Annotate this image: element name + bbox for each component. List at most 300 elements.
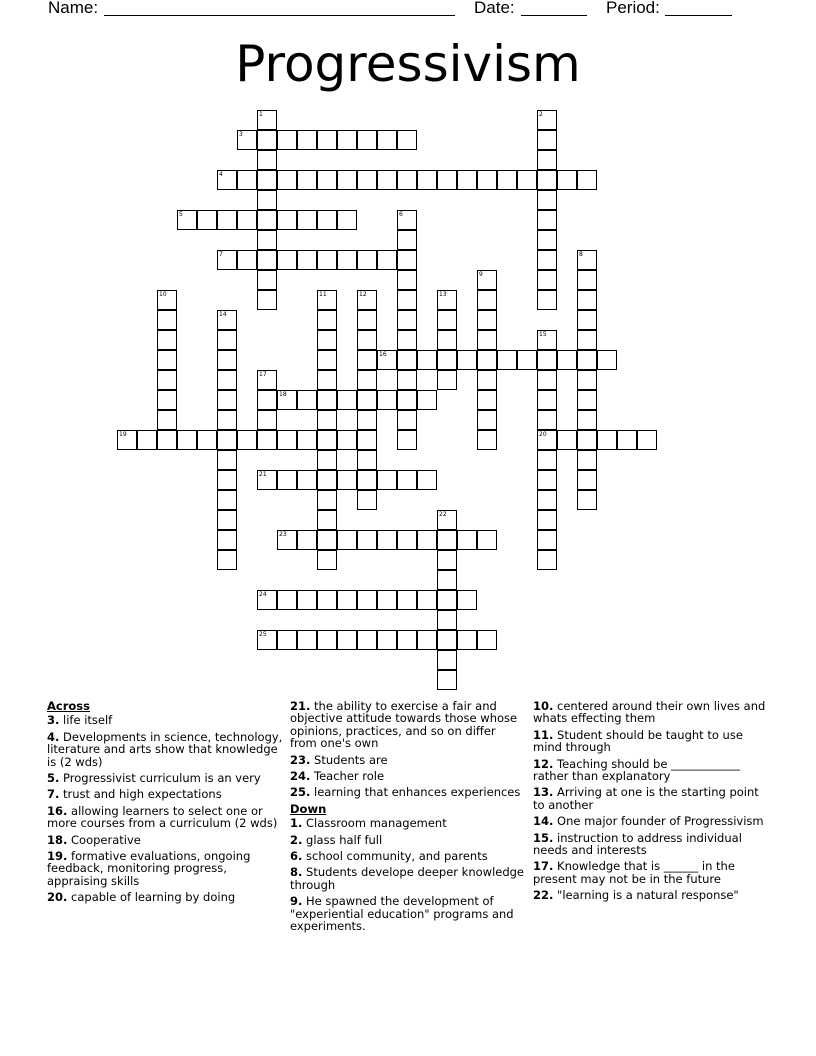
- grid-cell[interactable]: [537, 370, 557, 390]
- grid-cell[interactable]: [177, 210, 197, 230]
- date-label: Date:: [474, 0, 515, 17]
- grid-cell[interactable]: [257, 230, 277, 250]
- clue-text: learning that enhances experiences: [310, 785, 521, 800]
- grid-cell[interactable]: [537, 210, 557, 230]
- grid-cell[interactable]: [537, 270, 557, 290]
- grid-cell[interactable]: [537, 490, 557, 510]
- clue-number: 4.: [47, 729, 60, 744]
- clue-item: [290, 770, 526, 782]
- grid-cell[interactable]: [357, 370, 377, 390]
- grid-cell[interactable]: [457, 350, 477, 370]
- clue-item: [47, 772, 283, 784]
- grid-cell[interactable]: [337, 590, 357, 610]
- clue-number: 8.: [290, 865, 303, 880]
- grid-cell[interactable]: [537, 510, 557, 530]
- clue-text: formative evaluations, ongoing feedback, monitoring progress, appraising skills: [47, 849, 251, 888]
- grid-cell[interactable]: [397, 410, 417, 430]
- clue-number: 20.: [47, 890, 68, 905]
- grid-cell[interactable]: [217, 310, 237, 330]
- clue-number: 22.: [533, 888, 554, 903]
- grid-cell[interactable]: [437, 370, 457, 390]
- grid-cell[interactable]: [537, 150, 557, 170]
- grid-cell[interactable]: [417, 170, 437, 190]
- grid-cell[interactable]: [357, 490, 377, 510]
- clue-number: 7.: [47, 787, 60, 802]
- cell-number: 21: [259, 471, 267, 478]
- grid-cell[interactable]: [317, 430, 337, 450]
- grid-cell[interactable]: [397, 530, 417, 550]
- grid-cell[interactable]: [537, 230, 557, 250]
- grid-cell[interactable]: [297, 530, 317, 550]
- grid-cell[interactable]: [417, 630, 437, 650]
- grid-cell[interactable]: [617, 430, 637, 450]
- grid-cell[interactable]: [577, 430, 597, 450]
- grid-cell[interactable]: [317, 350, 337, 370]
- grid-cell[interactable]: [297, 430, 317, 450]
- grid-cell[interactable]: [137, 430, 157, 450]
- clue-text: Classroom management: [302, 816, 447, 831]
- grid-cell[interactable]: [577, 310, 597, 330]
- grid-cell[interactable]: [257, 430, 277, 450]
- grid-cell[interactable]: [317, 490, 337, 510]
- grid-cell[interactable]: [317, 590, 337, 610]
- grid-cell[interactable]: [437, 530, 457, 550]
- grid-cell[interactable]: [217, 210, 237, 230]
- grid-cell[interactable]: [417, 590, 437, 610]
- clue-number: 17.: [533, 859, 554, 874]
- grid-cell[interactable]: [417, 470, 437, 490]
- grid-cell[interactable]: [377, 470, 397, 490]
- grid-cell[interactable]: [317, 630, 337, 650]
- grid-cell[interactable]: [457, 590, 477, 610]
- grid-cell[interactable]: [397, 230, 417, 250]
- grid-cell[interactable]: [517, 170, 537, 190]
- grid-cell[interactable]: [317, 210, 337, 230]
- cell-number: 4: [219, 171, 223, 178]
- grid-cell[interactable]: [397, 270, 417, 290]
- grid-cell[interactable]: [257, 290, 277, 310]
- grid-cell[interactable]: [317, 390, 337, 410]
- clue-item: [533, 786, 769, 811]
- grid-cell[interactable]: [297, 210, 317, 230]
- grid-cell[interactable]: [357, 470, 377, 490]
- grid-cell[interactable]: [577, 470, 597, 490]
- grid-cell[interactable]: [297, 130, 317, 150]
- cell-number: 2: [539, 111, 543, 118]
- clue-text: school community, and parents: [302, 849, 488, 864]
- grid-cell[interactable]: [437, 310, 457, 330]
- clue-item: [290, 786, 526, 798]
- grid-cell[interactable]: [317, 170, 337, 190]
- grid-cell[interactable]: [237, 430, 257, 450]
- grid-cell[interactable]: [357, 290, 377, 310]
- grid-cell[interactable]: [157, 330, 177, 350]
- cell-number: 19: [119, 431, 127, 438]
- grid-cell[interactable]: [217, 490, 237, 510]
- grid-cell[interactable]: [357, 450, 377, 470]
- clue-item: [47, 834, 283, 846]
- page-title: Progressivism: [235, 35, 581, 93]
- grid-cell[interactable]: [537, 470, 557, 490]
- grid-cell[interactable]: [337, 470, 357, 490]
- clue-text: centered around their own lives and whats effecting them: [533, 699, 766, 726]
- clue-text: Knowledge that is ______ in the present may not be in the future: [533, 859, 735, 886]
- grid-cell[interactable]: [257, 190, 277, 210]
- grid-cell[interactable]: [157, 430, 177, 450]
- cell-number: 10: [159, 291, 167, 298]
- grid-cell[interactable]: [337, 210, 357, 230]
- grid-cell[interactable]: [257, 410, 277, 430]
- grid-cell[interactable]: [397, 430, 417, 450]
- grid-cell[interactable]: [317, 470, 337, 490]
- grid-cell[interactable]: [397, 590, 417, 610]
- grid-cell[interactable]: [297, 470, 317, 490]
- grid-cell[interactable]: [537, 390, 557, 410]
- grid-cell[interactable]: [537, 290, 557, 310]
- grid-cell[interactable]: [537, 130, 557, 150]
- grid-cell[interactable]: [217, 350, 237, 370]
- clue-item: [533, 889, 769, 901]
- grid-cell[interactable]: [357, 350, 377, 370]
- grid-cell[interactable]: [177, 430, 197, 450]
- name-label: Name:: [48, 0, 99, 17]
- grid-cell[interactable]: [397, 630, 417, 650]
- grid-cell[interactable]: [377, 170, 397, 190]
- clues-column-3: [533, 700, 769, 906]
- clue-number: 19.: [47, 849, 68, 864]
- grid-cell[interactable]: [477, 350, 497, 370]
- clue-item: [47, 788, 283, 800]
- grid-cell[interactable]: [537, 550, 557, 570]
- grid-cell[interactable]: [397, 290, 417, 310]
- grid-cell[interactable]: [377, 530, 397, 550]
- grid-cell[interactable]: [257, 390, 277, 410]
- clue-number: 3.: [47, 713, 60, 728]
- cell-number: 13: [439, 291, 447, 298]
- grid-cell[interactable]: [277, 590, 297, 610]
- grid-cell[interactable]: [357, 130, 377, 150]
- cell-number: 22: [439, 511, 447, 518]
- grid-cell[interactable]: [437, 330, 457, 350]
- clue-number: 5.: [47, 771, 60, 786]
- cell-number: 14: [219, 311, 227, 318]
- grid-cell[interactable]: [577, 250, 597, 270]
- cell-number: 5: [179, 211, 183, 218]
- grid-cell[interactable]: [297, 390, 317, 410]
- grid-cell[interactable]: [577, 290, 597, 310]
- grid-cell[interactable]: [297, 590, 317, 610]
- grid-cell[interactable]: [397, 170, 417, 190]
- grid-cell[interactable]: [197, 210, 217, 230]
- grid-cell[interactable]: [437, 590, 457, 610]
- grid-cell[interactable]: [217, 550, 237, 570]
- grid-cell[interactable]: [577, 170, 597, 190]
- grid-cell[interactable]: [477, 410, 497, 430]
- grid-cell[interactable]: [357, 430, 377, 450]
- grid-cell[interactable]: [277, 430, 297, 450]
- grid-cell[interactable]: [257, 470, 277, 490]
- cell-number: 23: [279, 531, 287, 538]
- grid-cell[interactable]: [197, 430, 217, 450]
- grid-cell[interactable]: [517, 350, 537, 370]
- grid-cell[interactable]: [317, 410, 337, 430]
- grid-cell[interactable]: [317, 290, 337, 310]
- grid-cell[interactable]: [417, 530, 437, 550]
- grid-cell[interactable]: [337, 130, 357, 150]
- grid-cell[interactable]: [337, 250, 357, 270]
- grid-cell[interactable]: [257, 170, 277, 190]
- grid-cell[interactable]: [477, 630, 497, 650]
- grid-cell[interactable]: [277, 530, 297, 550]
- grid-cell[interactable]: [377, 250, 397, 270]
- grid-cell[interactable]: [317, 310, 337, 330]
- grid-cell[interactable]: [437, 170, 457, 190]
- grid-cell[interactable]: [257, 150, 277, 170]
- grid-cell[interactable]: [537, 450, 557, 470]
- grid-cell[interactable]: [397, 250, 417, 270]
- grid-cell[interactable]: [577, 450, 597, 470]
- grid-cell[interactable]: [377, 350, 397, 370]
- grid-cell[interactable]: [317, 370, 337, 390]
- grid-cell[interactable]: [357, 390, 377, 410]
- grid-cell[interactable]: [577, 350, 597, 370]
- clue-text: Student should be taught to use mind through: [533, 727, 743, 755]
- grid-cell[interactable]: [357, 170, 377, 190]
- grid-cell[interactable]: [477, 370, 497, 390]
- grid-cell[interactable]: [477, 530, 497, 550]
- cell-number: 16: [379, 351, 387, 358]
- grid-cell[interactable]: [577, 390, 597, 410]
- grid-cell[interactable]: [337, 390, 357, 410]
- grid-cell[interactable]: [577, 270, 597, 290]
- grid-cell[interactable]: [537, 190, 557, 210]
- clue-text: Arriving at one is the starting point to another: [533, 785, 759, 812]
- grid-cell[interactable]: [537, 430, 557, 450]
- grid-cell[interactable]: [597, 350, 617, 370]
- grid-cell[interactable]: [397, 310, 417, 330]
- grid-cell[interactable]: [217, 330, 237, 350]
- grid-cell[interactable]: [537, 350, 557, 370]
- grid-cell[interactable]: [557, 170, 577, 190]
- clue-text: life itself: [59, 713, 113, 728]
- period-label: Period:: [606, 0, 660, 17]
- grid-cell[interactable]: [317, 550, 337, 570]
- grid-cell[interactable]: [437, 670, 457, 690]
- grid-cell[interactable]: [317, 330, 337, 350]
- grid-cell[interactable]: [477, 310, 497, 330]
- grid-cell[interactable]: [577, 330, 597, 350]
- grid-cell[interactable]: [237, 130, 257, 150]
- grid-cell[interactable]: [437, 510, 457, 530]
- grid-cell[interactable]: [477, 430, 497, 450]
- grid-cell[interactable]: [257, 210, 277, 230]
- grid-cell[interactable]: [277, 210, 297, 230]
- grid-cell[interactable]: [157, 410, 177, 430]
- grid-cell[interactable]: [297, 170, 317, 190]
- grid-cell[interactable]: [397, 210, 417, 230]
- grid-cell[interactable]: [257, 630, 277, 650]
- grid-cell[interactable]: [477, 170, 497, 190]
- grid-cell[interactable]: [377, 630, 397, 650]
- grid-cell[interactable]: [217, 510, 237, 530]
- clue-text: Progressivist curriculum is an very: [59, 771, 261, 786]
- cell-number: 7: [219, 251, 223, 258]
- grid-cell[interactable]: [237, 170, 257, 190]
- grid-cell[interactable]: [157, 390, 177, 410]
- grid-cell[interactable]: [237, 250, 257, 270]
- grid-cell[interactable]: [537, 330, 557, 350]
- grid-cell[interactable]: [257, 130, 277, 150]
- clue-item: [47, 731, 283, 768]
- grid-cell[interactable]: [457, 630, 477, 650]
- clue-item: [290, 866, 526, 891]
- grid-cell[interactable]: [357, 590, 377, 610]
- grid-cell[interactable]: [437, 570, 457, 590]
- clue-item: [290, 834, 526, 846]
- grid-cell[interactable]: [317, 450, 337, 470]
- grid-cell[interactable]: [537, 110, 557, 130]
- grid-cell[interactable]: [237, 210, 257, 230]
- grid-cell[interactable]: [157, 370, 177, 390]
- grid-cell[interactable]: [557, 430, 577, 450]
- grid-cell[interactable]: [217, 170, 237, 190]
- grid-cell[interactable]: [497, 350, 517, 370]
- grid-cell[interactable]: [277, 130, 297, 150]
- grid-cell[interactable]: [437, 350, 457, 370]
- cell-number: 20: [539, 431, 547, 438]
- clue-item: [290, 700, 526, 750]
- grid-cell[interactable]: [557, 350, 577, 370]
- grid-cell[interactable]: [277, 390, 297, 410]
- grid-cell[interactable]: [437, 290, 457, 310]
- grid-cell[interactable]: [337, 170, 357, 190]
- grid-cell[interactable]: [297, 250, 317, 270]
- clue-text: Cooperative: [67, 832, 141, 847]
- grid-cell[interactable]: [477, 390, 497, 410]
- grid-cell[interactable]: [437, 610, 457, 630]
- grid-cell[interactable]: [477, 270, 497, 290]
- grid-cell[interactable]: [217, 250, 237, 270]
- grid-cell[interactable]: [537, 410, 557, 430]
- clue-number: 16.: [47, 803, 68, 818]
- grid-cell[interactable]: [477, 290, 497, 310]
- grid-cell[interactable]: [157, 290, 177, 310]
- clues-column-2: [290, 700, 526, 937]
- grid-cell[interactable]: [537, 250, 557, 270]
- grid-cell[interactable]: [357, 330, 377, 350]
- grid-cell[interactable]: [397, 370, 417, 390]
- grid-cell[interactable]: [577, 370, 597, 390]
- grid-cell[interactable]: [277, 170, 297, 190]
- grid-cell[interactable]: [437, 650, 457, 670]
- grid-cell[interactable]: [317, 250, 337, 270]
- grid-cell[interactable]: [337, 630, 357, 650]
- cell-number: 24: [259, 591, 267, 598]
- clues-column-1: [47, 700, 283, 908]
- grid-cell[interactable]: [257, 110, 277, 130]
- cell-number: 11: [319, 291, 327, 298]
- cell-number: 12: [359, 291, 367, 298]
- grid-cell[interactable]: [397, 390, 417, 410]
- grid-cell[interactable]: [217, 390, 237, 410]
- grid-cell[interactable]: [157, 350, 177, 370]
- grid-cell[interactable]: [417, 390, 437, 410]
- clue-number: 24.: [290, 769, 311, 784]
- grid-cell[interactable]: [437, 550, 457, 570]
- clue-item: [533, 758, 769, 783]
- clue-number: 10.: [533, 699, 554, 713]
- grid-cell[interactable]: [357, 250, 377, 270]
- grid-cell[interactable]: [357, 530, 377, 550]
- grid-cell[interactable]: [457, 170, 477, 190]
- grid-cell[interactable]: [217, 470, 237, 490]
- grid-cell[interactable]: [357, 630, 377, 650]
- grid-cell[interactable]: [337, 530, 357, 550]
- grid-cell[interactable]: [277, 250, 297, 270]
- grid-cell[interactable]: [637, 430, 657, 450]
- grid-cell[interactable]: [357, 310, 377, 330]
- grid-cell[interactable]: [217, 410, 237, 430]
- grid-cell[interactable]: [417, 350, 437, 370]
- grid-cell[interactable]: [357, 410, 377, 430]
- clue-number: 6.: [290, 849, 303, 864]
- grid-cell[interactable]: [157, 310, 177, 330]
- grid-cell[interactable]: [217, 430, 237, 450]
- grid-cell[interactable]: [297, 630, 317, 650]
- clue-number: 12.: [533, 756, 554, 771]
- grid-cell[interactable]: [397, 330, 417, 350]
- grid-cell[interactable]: [377, 390, 397, 410]
- grid-cell[interactable]: [277, 470, 297, 490]
- grid-cell[interactable]: [117, 430, 137, 450]
- clue-text: trust and high expectations: [59, 787, 222, 802]
- grid-cell[interactable]: [597, 430, 617, 450]
- grid-cell[interactable]: [377, 590, 397, 610]
- grid-cell[interactable]: [257, 270, 277, 290]
- clue-number: 15.: [533, 830, 554, 845]
- grid-cell[interactable]: [397, 470, 417, 490]
- clue-number: 2.: [290, 832, 303, 847]
- grid-cell[interactable]: [317, 510, 337, 530]
- grid-cell[interactable]: [217, 530, 237, 550]
- grid-cell[interactable]: [537, 530, 557, 550]
- clue-text: Teaching should be ____________ rather than explanatory: [533, 756, 741, 784]
- grid-cell[interactable]: [257, 370, 277, 390]
- grid-cell[interactable]: [577, 410, 597, 430]
- cell-number: 15: [539, 331, 547, 338]
- grid-cell[interactable]: [257, 590, 277, 610]
- grid-cell[interactable]: [317, 130, 337, 150]
- grid-cell[interactable]: [537, 170, 557, 190]
- grid-cell[interactable]: [217, 450, 237, 470]
- cell-number: 6: [399, 211, 403, 218]
- grid-cell[interactable]: [397, 130, 417, 150]
- grid-cell[interactable]: [437, 630, 457, 650]
- clue-number: 1.: [290, 816, 303, 831]
- grid-cell[interactable]: [257, 250, 277, 270]
- grid-cell[interactable]: [277, 630, 297, 650]
- grid-cell[interactable]: [377, 130, 397, 150]
- grid-cell[interactable]: [317, 530, 337, 550]
- grid-cell[interactable]: [337, 430, 357, 450]
- grid-cell[interactable]: [477, 330, 497, 350]
- grid-cell[interactable]: [217, 370, 237, 390]
- clue-number: 18.: [47, 832, 68, 847]
- grid-cell[interactable]: [577, 490, 597, 510]
- grid-cell[interactable]: [397, 350, 417, 370]
- grid-cell[interactable]: [497, 170, 517, 190]
- grid-cell[interactable]: [457, 530, 477, 550]
